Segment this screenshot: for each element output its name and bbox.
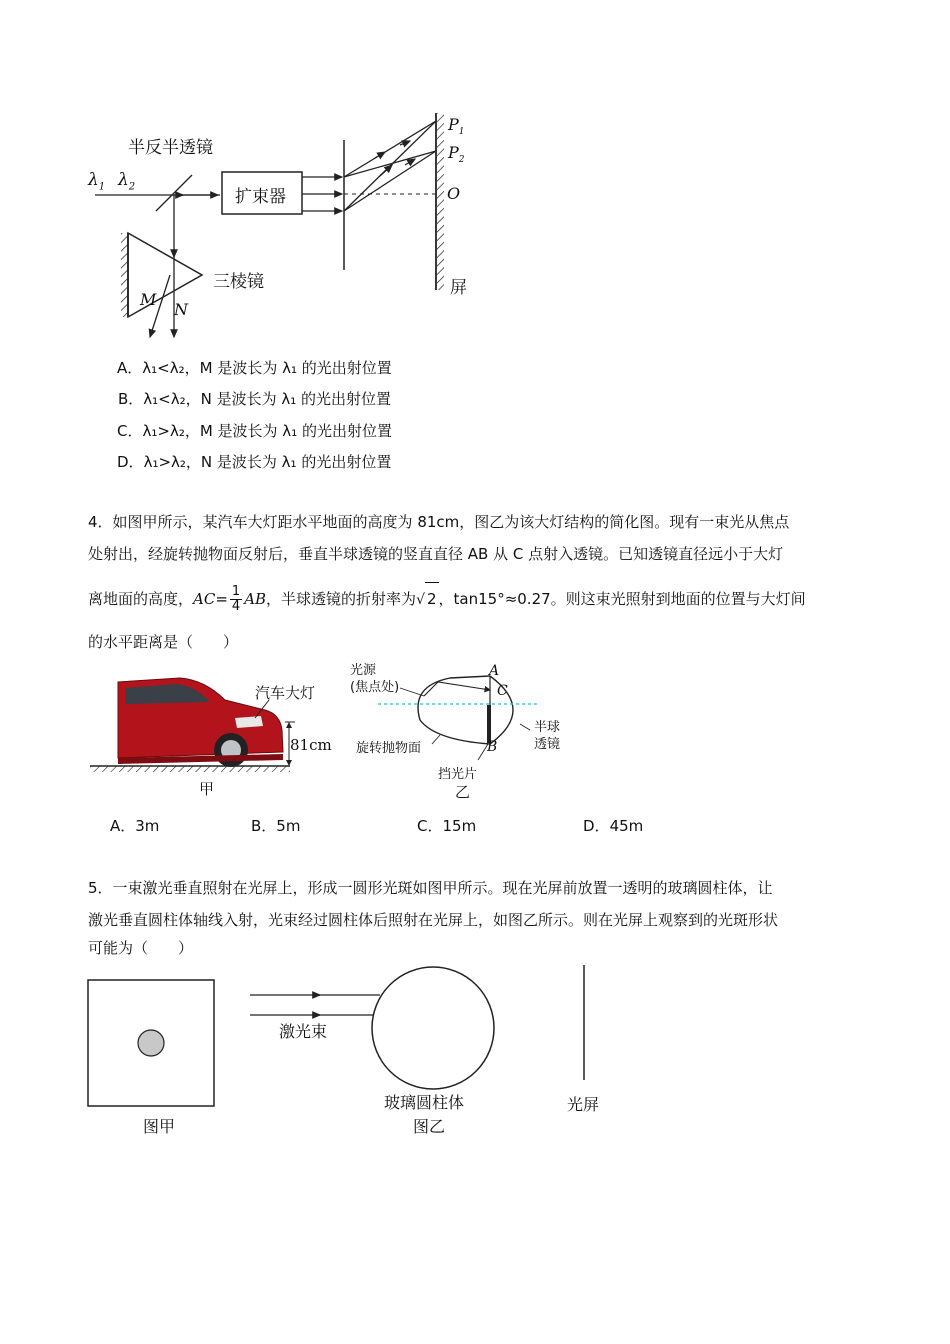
height-label: 81cm xyxy=(290,736,332,754)
q5-stem-line1: 5．一束激光垂直照射在光屏上，形成一圆形光斑如图甲所示。现在光屏前放置一透明的玻璃圆柱体，让 xyxy=(88,879,773,897)
laser-beam-label: 激光束 xyxy=(279,1022,328,1041)
point-A-label: A xyxy=(489,663,500,679)
shade-label: 挡光片 xyxy=(438,767,478,782)
q5-stem-line3: 可能为（ ） xyxy=(88,939,194,957)
q4-option-b[interactable]: B．5m xyxy=(251,817,301,835)
q5-stem-line2: 激光垂直圆柱体轴线入射，光束经过圆柱体后照射在光屏上，如图乙所示。则在光屏上观察到的光斑形状 xyxy=(88,911,779,929)
prism-label: 三棱镜 xyxy=(213,272,264,292)
light-screen-label: 光屏 xyxy=(567,1095,600,1114)
P1-label: $P_1$ xyxy=(448,115,465,138)
expander-label: 扩束器 xyxy=(235,187,286,207)
fig-yi-caption-q5: 图乙 xyxy=(413,1117,446,1136)
lamp-label: 汽车大灯 xyxy=(255,684,316,702)
P2-label: $P_2$ xyxy=(448,143,465,166)
lambda2-label: $\lambda_2$ xyxy=(118,170,136,193)
q3-option-c[interactable]: C．λ₁>λ₂，M 是波长为 λ₁ 的光出射位置 xyxy=(117,422,392,440)
fig-jia-caption: 甲 xyxy=(199,780,215,798)
q4-stem-line3: 离地面的高度，AC= $\frac{1}{4}$ AB，半球透镜的折射率为√ 2 ，tan15°≈0.27。则这束光照射到地面的位置与大灯间 xyxy=(88,584,806,614)
reflector-label: 旋转抛物面 xyxy=(356,741,422,756)
point-B-label: B xyxy=(487,739,498,755)
q4-option-c[interactable]: C．15m xyxy=(417,817,477,835)
screen-label: 屏 xyxy=(450,278,467,298)
q4-stem-line4: 的水平距离是（ ） xyxy=(88,633,239,651)
q3-option-d[interactable]: D．λ₁>λ₂，N 是波长为 λ₁ 的光出射位置 xyxy=(117,453,392,471)
q4-option-a[interactable]: A．3m xyxy=(110,817,160,835)
N-label: N xyxy=(174,300,188,319)
lambda1-label: $\lambda_1$ xyxy=(88,170,106,193)
sqrt-two: 2 xyxy=(425,582,439,615)
q4-stem-line1: 4．如图甲所示，某汽车大灯距水平地面的高度为 81cm，图乙为该大灯结构的简化图。现有一束光从焦点 xyxy=(88,513,790,531)
q5-figures xyxy=(80,960,620,1110)
q3-option-b[interactable]: B．λ₁<λ₂，N 是波长为 λ₁ 的光出射位置 xyxy=(118,390,392,408)
fig-jia-caption-q5: 图甲 xyxy=(143,1117,176,1136)
M-label: M xyxy=(140,290,157,309)
fraction-one-quarter: $\frac{1}{4}$ xyxy=(231,584,241,614)
q3-option-a[interactable]: A．λ₁<λ₂，M 是波长为 λ₁ 的光出射位置 xyxy=(117,359,392,377)
fig-yi-caption: 乙 xyxy=(455,783,471,801)
light-source-label: 光源 (焦点处) xyxy=(350,663,400,695)
hemisphere-lens-label: 半球 透镜 xyxy=(534,720,561,752)
q4-stem-line2: 处射出，经旋转抛物面反射后，垂直半球透镜的竖直直径 AB 从 C 点射入透镜。已知透镜直径远小于大灯 xyxy=(88,545,784,563)
O-label: O xyxy=(447,184,461,203)
q4-option-d[interactable]: D．45m xyxy=(583,817,644,835)
glass-cylinder-label: 玻璃圆柱体 xyxy=(384,1093,465,1112)
point-C-label: C xyxy=(497,683,508,699)
half-mirror-label: 半反半透镜 xyxy=(128,138,213,158)
